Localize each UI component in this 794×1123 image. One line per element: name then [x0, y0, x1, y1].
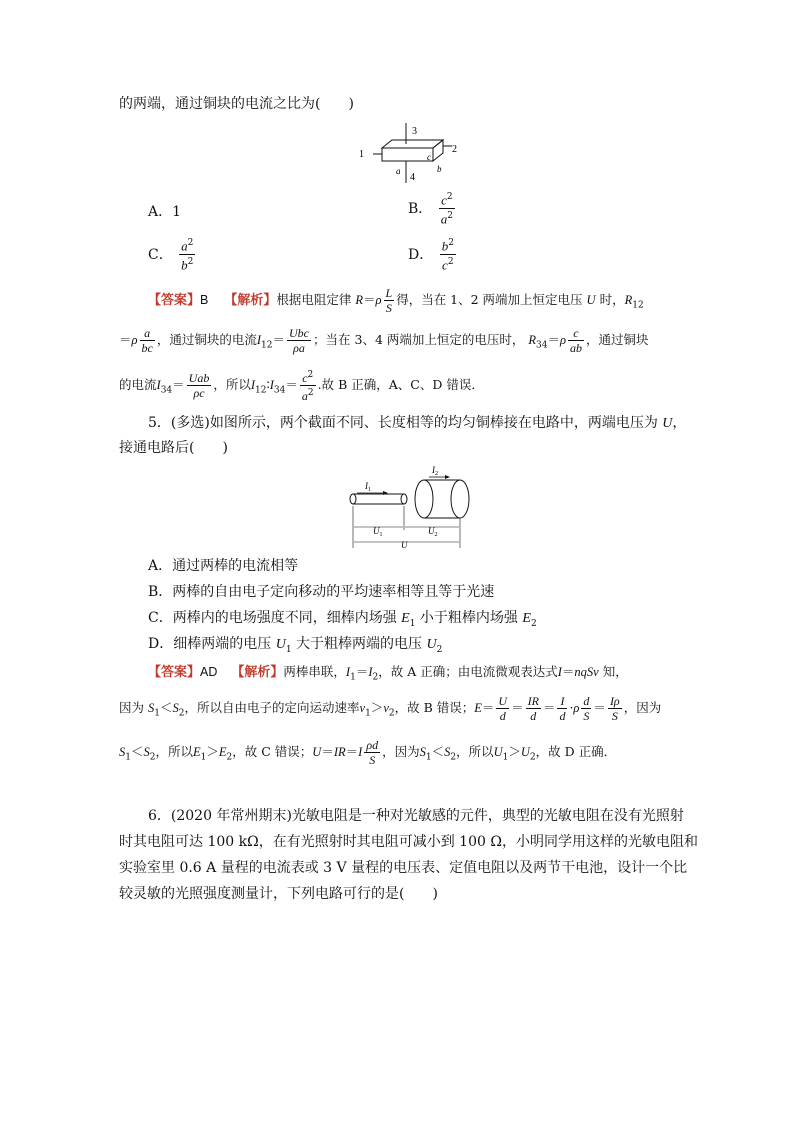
fig-label-a: a [396, 166, 401, 176]
q5-answer-tag: 【答案】 [148, 665, 201, 680]
q5-option-c: C．两棒内的电场强度不同，细棒内场强 $E_1$ 小于粗棒内场强 $E_2$ [148, 610, 537, 629]
q5-stem-line-1: 5．(多选)如图所示，两个截面不同、长度相等的均匀铜棒接在电路中，两端电压为 U， [148, 415, 687, 431]
fig-label-3: 3 [412, 126, 417, 137]
fig-label-i1: $I_1$ [365, 481, 371, 493]
q4-explanation-line-1: 【答案】B 【解析】根据电阻定律 R＝ρ $\frac{L}{S}$ 得，当在 1、2 两端加上恒定电压 U 时，$R_{12}$ [148, 286, 644, 315]
q5-explanation-line-2: 因为 $S_1<S_2$，所以自由电子的定向运动速率$v_1>v_2$，故 B 错误；E＝ $\frac{U}{d}$ ＝ $\frac{IR}{d}$ ＝ $\frac{I}{d}$ ·ρ $\frac{d}{S}$ ＝ $\frac{I\rho}{S}$ ，因为 [119, 694, 662, 723]
fig-label-4: 4 [410, 172, 415, 183]
q4-option-a: A．1 [148, 204, 182, 220]
q4-option-d: D． $\frac{b^2}{c^2}$ [408, 238, 454, 273]
q6-stem-line-1: 6．(2020 年常州期末)光敏电阻是一种对光敏感的元件，典型的光敏电阻在没有光照射 [148, 808, 684, 824]
fig-label-u: U [401, 540, 408, 550]
q4-option-b: B． $\frac{c^2}{a^2}$ [408, 192, 453, 227]
q4-stem-tail: 的两端，通过铜块的电流之比为( ) [119, 96, 354, 112]
q5-explanation-line-3: $S_1<S_2$，所以$E_1>E_2$，故 C 错误；U＝IR＝I $\frac{\rho d}{S}$ ，因为$S_1<S_2$，所以$U_1>U_2$，故 D 正确． [119, 738, 617, 767]
q5-explanation-line-1: 【答案】AD 【解析】两棒串联，$I_1=I_2$，故 A 正确；由电流微观表达式I＝nqSv 知， [148, 664, 628, 683]
q5-option-d: D．细棒两端的电压 $U_1$ 大于粗棒两端的电压 $U_2$ [148, 636, 443, 655]
q6-stem-line-3: 实验室里 0.6 A 量程的电流表或 3 V 量程的电压表、定值电阻以及两节干电池，设计一个比 [119, 860, 688, 876]
fig-label-2: 2 [452, 144, 457, 155]
q5-analysis-tag: 【解析】 [231, 665, 284, 680]
q5-option-b: B．两棒的自由电子定向移动的平均速率相等且等于光速 [148, 584, 495, 600]
fig-label-i2: $I_2$ [432, 465, 438, 477]
q4-answer-tag: 【答案】 [148, 293, 201, 308]
q4-copper-block-figure [355, 118, 470, 190]
q4-analysis-tag: 【解析】 [224, 293, 277, 308]
q5-option-a: A．通过两棒的电流相等 [148, 558, 299, 574]
fig-label-u2: $U_2$ [428, 526, 438, 538]
q6-stem-line-4: 较灵敏的光照强度测量计，下列电路可行的是( ) [119, 886, 438, 902]
q4-option-c: C． $\frac{a^2}{b^2}$ [148, 238, 194, 273]
fig-label-1: 1 [359, 149, 364, 160]
q6-stem-line-2: 时其电阻可达 100 kΩ，在有光照射时其电阻可减小到 100 Ω，小明同学用这样的光敏电阻和 [119, 834, 698, 850]
q4-explanation-line-2: ＝ρ $\frac{a}{bc}$ ，通过铜块的电流$I_{12}=$ $\frac{\text{Ubc}}{\rho a}$ ；当在 3、4 两端加上恒定的电压时， $R_{34}=\rho$ $\frac{c}{ab}$ ，通过铜块 [119, 326, 649, 355]
q5-stem-line-2: 接通电路后( ) [119, 440, 228, 456]
fig-label-u1: $U_1$ [373, 526, 383, 538]
fig-label-b: b [437, 164, 442, 174]
fig-label-c: c [427, 152, 431, 162]
q4-explanation-line-3: 的电流$I_{34}=$ $\frac{\text{Uab}}{\rho c}$ ，所以$I_{12}∶I_{34}=$ $\frac{c^2}{a^2}$ .故 B 正确，A、C、D 错误． [119, 370, 484, 403]
q5-copper-rods-figure [345, 458, 475, 550]
